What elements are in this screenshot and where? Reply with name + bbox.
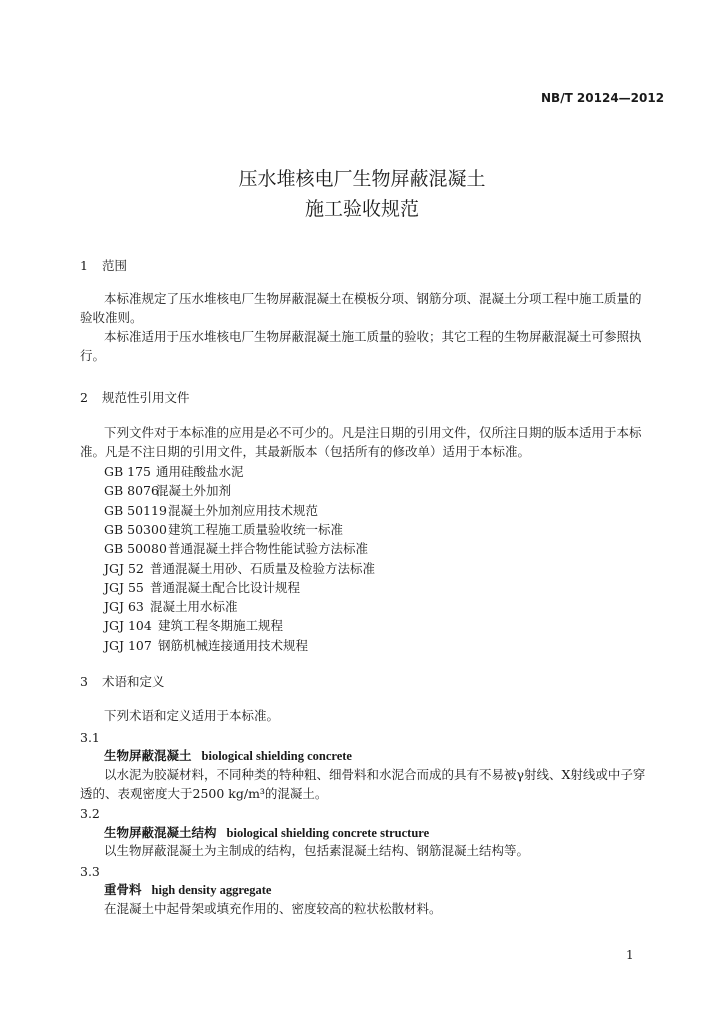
page-number: 1: [626, 948, 634, 962]
reference-item: [104, 559, 375, 577]
standard-number: NB/T 20124—2012: [541, 91, 665, 105]
reference-name: 普通混凝土用砂、石质量及检验方法标准: [150, 560, 376, 576]
reference-name: 混凝土用水标准: [150, 599, 238, 615]
reference-name: 普通混凝土拌合物性能试验方法标准: [168, 541, 369, 557]
term-definition: 在混凝土中起骨架或填充作用的、密度较高的粒状松散材料。: [104, 901, 442, 916]
term-name: [104, 880, 271, 898]
reference-name: 建筑工程冬期施工规程: [158, 618, 284, 634]
reference-item: [104, 501, 318, 519]
section-3-heading: [80, 672, 165, 690]
reference-name: 钢筋机械连接通用技术规程: [158, 637, 309, 653]
term-chinese: 生物屏蔽混凝土: [104, 748, 192, 763]
term-english: high density aggregate: [151, 883, 272, 897]
term-definition: 以生物屏蔽混凝土为主制成的结构，包括素混凝土结构、钢筋混凝土结构等。: [104, 843, 530, 858]
reference-code: GB 50119: [104, 502, 167, 518]
term-chinese: 生物屏蔽混凝土结构: [104, 825, 217, 840]
reference-code: GB 50080: [104, 541, 167, 557]
term-name: [104, 823, 429, 841]
reference-code: JGJ 63: [104, 599, 144, 615]
reference-code: JGJ 55: [104, 579, 144, 595]
reference-item: [104, 578, 300, 596]
section-2-paragraph: 下列文件对于本标准的应用是必不可少的。凡是注日期的引用文件，仅所注日期的版本适用于本标准。凡是不注日期的引用文件，其最新版本（包括所有的修改单）适用于本标准。: [80, 425, 642, 459]
section-2-heading: [80, 388, 190, 406]
reference-name: 混凝土外加剂应用技术规范: [168, 502, 319, 518]
reference-name: 通用硅酸盐水泥: [156, 464, 244, 479]
reference-item: [104, 636, 308, 654]
section-title: 范围: [102, 258, 128, 273]
section-1-paragraph-2: 本标准适用于压水堆核电厂生物屏蔽混凝土施工质量的验收；其它工程的生物屏蔽混凝土可参照执行。: [80, 329, 642, 363]
section-3-intro: 下列术语和定义适用于本标准。: [104, 708, 280, 723]
reference-code: GB 175: [104, 464, 152, 479]
reference-code: GB 8076: [104, 483, 159, 499]
reference-item: [104, 539, 368, 557]
section-number: 1: [80, 258, 88, 273]
reference-name: 建筑工程施工质量验收统一标准: [168, 521, 344, 537]
reference-name: 混凝土外加剂: [156, 483, 232, 499]
section-title: 术语和定义: [102, 674, 165, 689]
reference-item: [104, 462, 244, 480]
reference-code: JGJ 52: [104, 560, 144, 576]
reference-code: JGJ 104: [104, 618, 152, 634]
section-1-paragraph-1: 本标准规定了压水堆核电厂生物屏蔽混凝土在模板分项、钢筋分项、混凝土分项工程中施工质量的验收准则。: [80, 291, 642, 325]
term-number: 3.3: [80, 864, 100, 879]
reference-name: 普通混凝土配合比设计规程: [150, 579, 301, 595]
reference-item: [104, 520, 343, 538]
section-1-heading: [80, 256, 127, 274]
section-title: 规范性引用文件: [102, 390, 190, 405]
reference-item: [104, 481, 231, 499]
reference-item: [104, 616, 283, 634]
term-english: biological shielding concrete: [201, 749, 352, 763]
term-name: [104, 746, 352, 764]
reference-item: [104, 597, 238, 615]
document-title-line1: 压水堆核电厂生物屏蔽混凝土: [238, 168, 486, 190]
section-number: 2: [80, 390, 88, 405]
term-number: 3.2: [80, 806, 100, 821]
section-number: 3: [80, 674, 88, 689]
term-definition: 以水泥为胶凝材料，不同种类的特种粗、细骨料和水泥合而成的具有不易被γ射线、X射线或中子穿透的、表观密度大于2500 kg/m³的混凝土。: [80, 767, 646, 801]
reference-code: JGJ 107: [104, 637, 152, 653]
term-chinese: 重骨料: [104, 882, 142, 897]
term-number: 3.1: [80, 730, 100, 745]
term-english: biological shielding concrete structure: [226, 826, 430, 840]
reference-code: GB 50300: [104, 521, 167, 537]
document-title-line2: 施工验收规范: [304, 198, 419, 220]
